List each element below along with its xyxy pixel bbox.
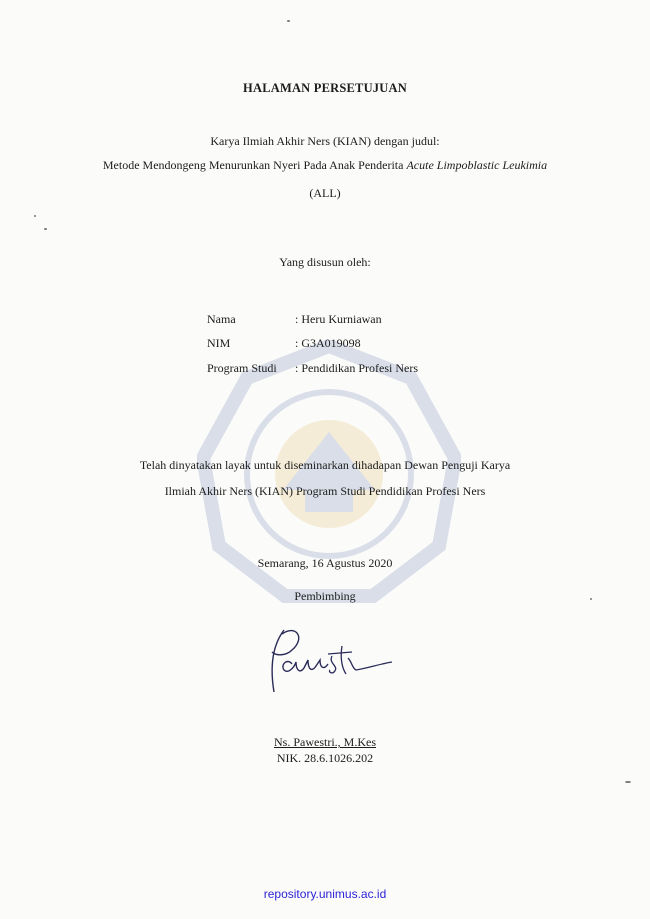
author-value: : G3A019098 xyxy=(295,336,361,350)
author-row-name xyxy=(207,312,382,327)
scan-speck xyxy=(625,781,631,783)
place-date: Semarang, 16 Agustus 2020 xyxy=(257,556,393,570)
supervisor-name-text: Ns. Pawestri., M.Kes xyxy=(274,735,376,749)
page-title: HALAMAN PERSETUJUAN xyxy=(243,81,407,95)
author-label: Program Studi xyxy=(207,361,277,375)
scan-speck xyxy=(44,228,47,230)
scan-speck xyxy=(590,598,592,600)
supervisor-role: Pembimbing xyxy=(294,589,356,603)
statement-line-1: Telah dinyatakan layak untuk diseminarkan dihadapan Dewan Penguji Karya xyxy=(139,458,511,472)
author-row-program xyxy=(207,361,418,376)
intro-text: Karya Ilmiah Akhir Ners (KIAN) dengan judul: xyxy=(210,134,440,148)
thesis-title-regular: Metode Mendongeng Menurunkan Nyeri Pada Anak Penderita xyxy=(102,158,407,172)
supervisor-nik: NIK. 28.6.1026.202 xyxy=(276,751,374,765)
author-intro: Yang disusun oleh: xyxy=(279,255,371,269)
scan-speck xyxy=(34,215,36,217)
statement-line-2: Ilmiah Akhir Ners (KIAN) Program Studi Pendidikan Profesi Ners xyxy=(164,484,486,498)
thesis-title-abbrev: (ALL) xyxy=(309,186,341,200)
thesis-title-italic: Acute Limpoblastic Leukimia xyxy=(406,158,548,172)
repository-footer: repository.unimus.ac.id xyxy=(263,887,387,901)
scan-speck xyxy=(287,20,290,22)
author-value: : Heru Kurniawan xyxy=(295,312,382,326)
author-label: NIM xyxy=(207,336,231,350)
thesis-title xyxy=(0,158,650,173)
author-label: Nama xyxy=(207,312,236,326)
author-row-nim xyxy=(207,336,361,351)
supervisor-name xyxy=(0,735,650,750)
handwritten-signature xyxy=(262,624,394,696)
author-value: : Pendidikan Profesi Ners xyxy=(295,361,418,375)
